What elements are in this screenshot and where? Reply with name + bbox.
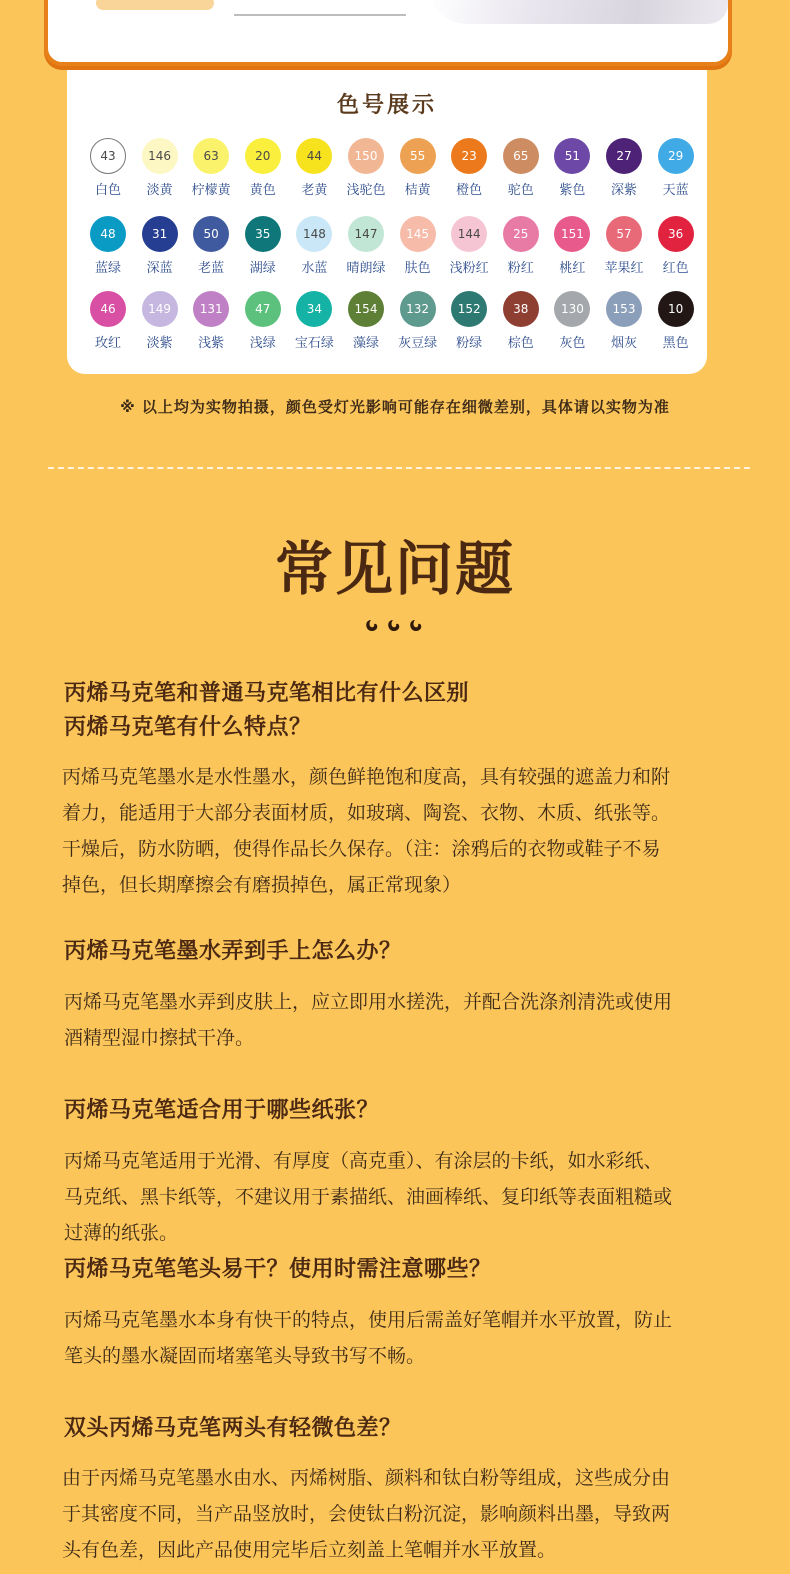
swatch-dot: 51	[554, 138, 590, 174]
swatch-dot: 31	[142, 216, 178, 252]
faq-answer-line: 过薄的纸张。	[64, 1222, 179, 1244]
swatch-dot: 145	[400, 216, 436, 252]
swatch-dot: 34	[296, 291, 332, 327]
swatch-dot: 153	[606, 291, 642, 327]
swatch-dot: 29	[658, 138, 694, 174]
swatch-dot: 65	[503, 138, 539, 174]
swatch-name: 黑色	[662, 336, 689, 351]
swatch-name: 驼色	[507, 183, 534, 198]
swatch-dot: 146	[142, 138, 178, 174]
faq-question-4	[64, 1253, 492, 1287]
faq-answer-1	[62, 759, 734, 903]
decorative-drops	[0, 616, 790, 638]
product-tag-shape	[96, 0, 214, 10]
swatch-dot: 144	[451, 216, 487, 252]
swatch-name: 浅紫	[198, 336, 225, 351]
faq-question-2	[64, 935, 402, 969]
swatch-dot: 47	[245, 291, 281, 327]
color-swatch	[650, 291, 702, 351]
faq-answer-line: 酒精型湿巾擦拭干净。	[64, 1027, 255, 1049]
swatch-dot: 23	[451, 138, 487, 174]
swatch-dot: 131	[193, 291, 229, 327]
swatch-dot: 152	[451, 291, 487, 327]
product-card	[44, 0, 732, 66]
swatch-dot: 50	[193, 216, 229, 252]
swatch-name: 玫红	[94, 336, 121, 351]
swatch-name: 老蓝	[198, 261, 225, 276]
swatch-name: 淡紫	[146, 336, 173, 351]
faq-answer-line: 丙烯马克笔墨水弄到皮肤上，应立即用水搓洗，并配合洗涤剂清洗或使用	[64, 991, 673, 1013]
swatch-name: 肤色	[404, 261, 431, 276]
swatch-dot: 27	[606, 138, 642, 174]
swatch-name: 湖绿	[249, 261, 276, 276]
swatch-name: 灰豆绿	[398, 336, 438, 351]
faq-answer-4	[64, 1302, 736, 1374]
faq-question-line: 丙烯马克笔笔头易干？使用时需注意哪些？	[64, 1257, 492, 1282]
swatch-name: 蓝绿	[94, 261, 121, 276]
swatch-name: 淡黄	[146, 183, 173, 198]
faq-question-line: 丙烯马克笔墨水弄到手上怎么办？	[64, 939, 402, 964]
swatch-name: 苹果红	[604, 261, 644, 276]
swatch-name: 晴朗绿	[346, 261, 386, 276]
divider-line	[234, 14, 406, 16]
swatch-dot: 149	[142, 291, 178, 327]
swatch-dot: 147	[348, 216, 384, 252]
faq-answer-line: 笔头的墨水凝固而堵塞笔头导致书写不畅。	[64, 1345, 426, 1367]
swatch-name: 粉红	[507, 261, 534, 276]
faq-question-line: 丙烯马克笔适合用于哪些纸张？	[64, 1098, 380, 1123]
swatch-dot: 57	[606, 216, 642, 252]
product-image	[428, 0, 728, 24]
swatch-dot: 55	[400, 138, 436, 174]
faq-question-5	[64, 1412, 402, 1446]
swatch-panel-title: 色号展示	[336, 93, 437, 118]
drops-icon	[365, 616, 425, 634]
faq-answer-line: 头有色差，因此产品使用完毕后立刻盖上笔帽并水平放置。	[62, 1539, 557, 1561]
swatch-name: 棕色	[507, 336, 534, 351]
swatch-dot: 25	[503, 216, 539, 252]
swatch-name: 天蓝	[662, 183, 689, 198]
dashed-divider	[48, 467, 750, 469]
faq-title: 常见问题	[274, 535, 515, 603]
faq-answer-line: 掉色，但长期摩擦会有磨损掉色，属正常现象）	[62, 874, 462, 896]
swatch-name: 粉绿	[456, 336, 483, 351]
disclaimer-text: ※ 以上均为实物拍摄，颜色受灯光影响可能存在细微差别，具体请以实物为准	[120, 398, 670, 416]
swatch-dot: 20	[245, 138, 281, 174]
faq-answer-3	[64, 1143, 736, 1251]
swatch-name: 浅绿	[249, 336, 276, 351]
swatch-dot: 44	[296, 138, 332, 174]
swatch-dot: 151	[554, 216, 590, 252]
swatch-name: 桔黄	[404, 183, 431, 198]
color-swatch	[650, 138, 702, 198]
swatch-name: 柠檬黄	[191, 183, 231, 198]
faq-answer-line: 丙烯马克笔适用于光滑、有厚度（高克重）、有涂层的卡纸，如水彩纸、	[64, 1150, 663, 1172]
swatch-dot: 154	[348, 291, 384, 327]
swatch-dot: 46	[90, 291, 126, 327]
swatch-dot: 148	[296, 216, 332, 252]
swatch-dot: 63	[193, 138, 229, 174]
swatch-name: 桃红	[559, 261, 586, 276]
swatch-name: 水蓝	[301, 261, 328, 276]
faq-question-line: 丙烯马克笔和普通马克笔相比有什么区别	[64, 681, 470, 706]
faq-answer-line: 马克纸、黑卡纸等，不建议用于素描纸、油画棒纸、复印纸等表面粗糙或	[64, 1186, 673, 1208]
swatch-name: 宝石绿	[294, 336, 334, 351]
faq-question-3	[64, 1094, 379, 1128]
swatch-name: 紫色	[559, 183, 586, 198]
swatch-dot: 43	[90, 138, 126, 174]
swatch-dot: 38	[503, 291, 539, 327]
swatch-name: 深蓝	[146, 261, 173, 276]
swatch-name: 红色	[662, 261, 689, 276]
faq-answer-line: 由于丙烯马克笔墨水由水、丙烯树脂、颜料和钛白粉等组成，这些成分由	[62, 1467, 671, 1489]
faq-answer-line: 丙烯马克笔墨水本身有快干的特点，使用后需盖好笔帽并水平放置，防止	[64, 1309, 673, 1331]
swatch-dot: 130	[554, 291, 590, 327]
swatch-name: 黄色	[249, 183, 276, 198]
faq-question-1	[64, 677, 469, 745]
swatch-name: 浅粉红	[449, 261, 489, 276]
swatch-dot: 35	[245, 216, 281, 252]
faq-answer-line: 于其密度不同，当产品竖放时，会使钛白粉沉淀，影响颜料出墨，导致两	[62, 1503, 671, 1525]
faq-answer-5	[62, 1460, 734, 1568]
swatch-name: 灰色	[559, 336, 586, 351]
faq-answer-line: 着力，能适用于大部分表面材质，如玻璃、陶瓷、衣物、木质、纸张等。	[62, 802, 671, 824]
faq-answer-line: 干燥后，防水防晒，使得作品长久保存。（注：涂鸦后的衣物或鞋子不易	[62, 838, 661, 860]
swatch-name: 浅驼色	[346, 183, 386, 198]
faq-question-line: 丙烯马克笔有什么特点？	[64, 715, 312, 740]
faq-question-line: 双头丙烯马克笔两头有轻微色差？	[64, 1416, 402, 1441]
swatch-dot: 132	[400, 291, 436, 327]
swatch-dot: 150	[348, 138, 384, 174]
swatch-panel	[67, 70, 707, 374]
swatch-name: 橙色	[456, 183, 483, 198]
swatch-name: 深紫	[610, 183, 637, 198]
swatch-name: 烟灰	[610, 336, 637, 351]
faq-answer-2	[64, 984, 736, 1056]
swatch-dot: 10	[658, 291, 694, 327]
color-swatch	[650, 216, 702, 276]
swatch-name: 白色	[94, 183, 121, 198]
swatch-name: 老黄	[301, 183, 328, 198]
swatch-dot: 36	[658, 216, 694, 252]
swatch-name: 藻绿	[352, 336, 379, 351]
swatch-dot: 48	[90, 216, 126, 252]
faq-answer-line: 丙烯马克笔墨水是水性墨水，颜色鲜艳饱和度高，具有较强的遮盖力和附	[62, 766, 671, 788]
